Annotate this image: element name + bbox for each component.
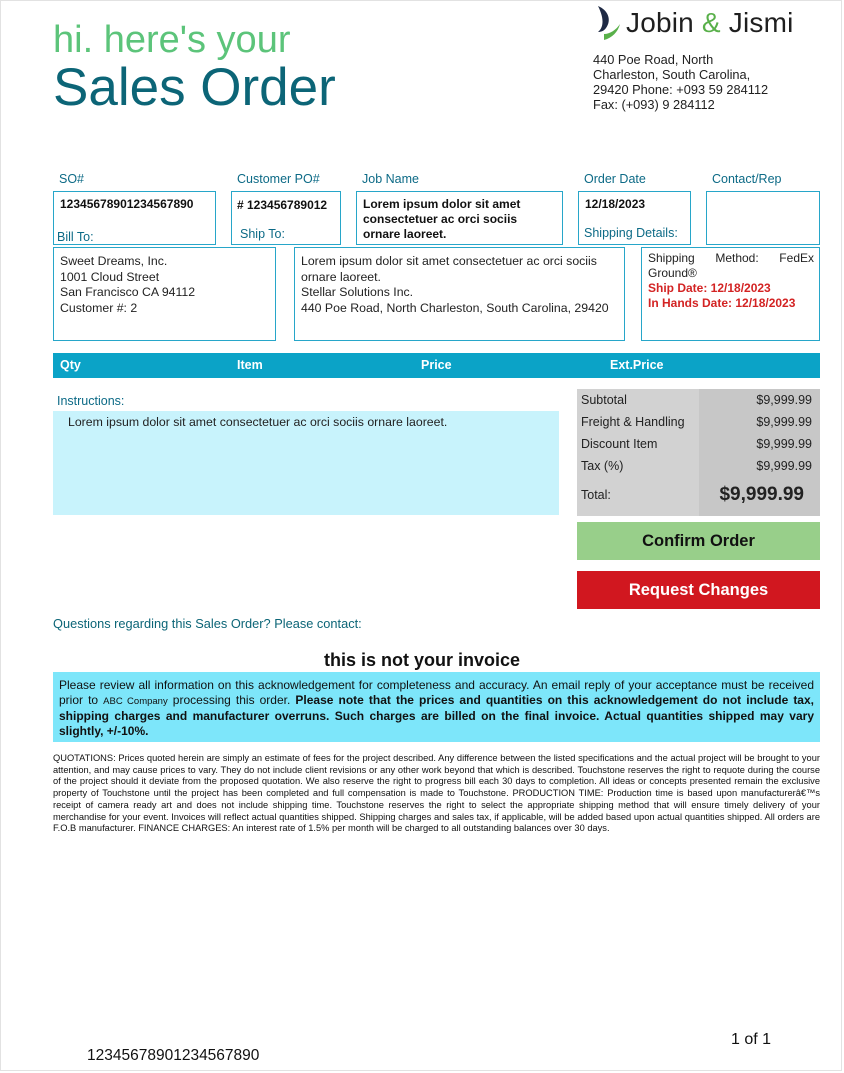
order-date-value: 12/18/2023 [585, 197, 646, 211]
instructions-text: Lorem ipsum dolor sit amet consectetuer ac orci sociis ornare laoreet. [68, 415, 448, 429]
confirm-order-button[interactable]: Confirm Order [577, 522, 820, 560]
contact-question: Questions regarding this Sales Order? Please contact: [53, 616, 362, 631]
customer-po-value: # 123456789012 [237, 198, 328, 212]
so-number-value: 12345678901234567890 [60, 197, 194, 211]
job-name-box [356, 191, 563, 245]
customer-po-box [231, 191, 341, 245]
ship-date: Ship Date: 12/18/2023 [648, 281, 771, 295]
items-table-header [53, 353, 820, 378]
greeting-text: hi. here's your [53, 19, 291, 61]
page-number: 1 of 1 [731, 1031, 772, 1048]
company-name: ABC Company [103, 695, 168, 707]
ship-to-box [294, 247, 625, 341]
barcode-text: 12345678901234567890 [87, 1047, 260, 1064]
so-label: SO# [59, 172, 85, 186]
qty-header: Qty [60, 358, 81, 372]
bill-to-address: Sweet Dreams, Inc. 1001 Cloud Street San Francisco CA 94112 Customer #: 2 [60, 254, 196, 315]
freight-row: Freight & Handling $9,999.99 [581, 415, 812, 429]
order-date-label: Order Date [584, 172, 646, 186]
ship-to-address: Lorem ipsum dolor sit amet consectetuer ac orci sociis ornare laoreet. Stellar Solutions Inc. 440 Poe Road, North Charleston, South Carolina, 29420 [301, 254, 609, 315]
customer-po-label: Customer PO# [237, 172, 320, 186]
company-logo-icon [594, 4, 622, 42]
so-number-box [53, 191, 216, 245]
total-value: $9,999.99 [719, 484, 804, 505]
order-date-box [578, 191, 691, 245]
shipping-details: Shipping Method: FedEx Ground® Ship Date: 12/18/2023 In Hands Date: 12/18/2023 [648, 251, 814, 310]
instructions-label: Instructions: [57, 394, 125, 408]
terms-text: QUOTATIONS: Prices quoted herein are simply an estimate of fees for the project described. Any difference between the listed specifications and the actual project will be brought to your attention, and may cause prices to vary. They do not include client revisions or any other work beyond that which is described. Touchstone reserves the right to requote during the course of the project should it deviate from the proposed quotation. We also reserve the right to progress bill each 30 days to completion. All ideas or concepts presented remain the exclusive property of Touchstone until the project has been completed and full compensation is made to Touchstone. PRODUCTION TIME: Production time is based upon manufacturerâ€™s receipt of camera ready art and does not include shipping time. Touchstone reserves the right to select the appropriate shipping method that will ensure timely delivery of your merchandise for your event. Invoices will reflect actual quantities shipped. Shipping charges and sales tax, if applicable, will be added based upon actual quantities shipped. All orders are F.O.B manufacturer. FINANCE CHARGES: An interest rate of 1.5% per month will be charged to all outstanding balances over 30 days. [53, 753, 820, 834]
not-invoice-heading: this is not your invoice [323, 650, 521, 670]
in-hands-date: In Hands Date: 12/18/2023 [648, 296, 796, 310]
company-address: 440 Poe Road, North Charleston, South Carolina, 29420 Phone: +093 59 284112 Fax: (+093) 9 284112 [593, 52, 769, 112]
request-changes-button[interactable]: Request Changes [577, 571, 820, 609]
shipping-details-label: Shipping Details: [584, 226, 678, 240]
totals-panel [577, 389, 820, 516]
shipping-details-box [641, 247, 820, 341]
total-row: Total: $9,999.99 [581, 484, 804, 505]
company-logo-text: Jobin & Jismi [626, 7, 794, 38]
ship-to-label: Ship To: [240, 227, 285, 241]
contact-rep-label: Contact/Rep [712, 172, 782, 186]
discount-row: Discount Item $9,999.99 [581, 437, 812, 451]
job-name-value: Lorem ipsum dolor sit amet consectetuer ac orci sociis ornare laoreet. [363, 197, 521, 241]
bill-to-label: Bill To: [57, 230, 94, 244]
job-name-label: Job Name [362, 172, 419, 186]
bill-to-box [53, 247, 276, 341]
item-header: Item [237, 358, 263, 372]
contact-rep-box [706, 191, 820, 245]
tax-row: Tax (%) $9,999.99 [581, 459, 812, 473]
subtotal-row: Subtotal $9,999.99 [581, 393, 812, 407]
instructions-box [53, 411, 559, 515]
acknowledgement-notice: Please review all information on this acknowledgement for completeness and accuracy. An email reply of your acceptance must be received prior to ABC Company processing this order. Please note that the prices and quantities on this acknowledgement do not include tax, shipping charges and manufacturer overruns. Such charges are billed on the final invoice. Actual quantities shipped may vary slightly, +/-10%. [53, 672, 820, 742]
price-header: Price [421, 358, 452, 372]
page-title: Sales Order [53, 58, 336, 117]
ext-price-header: Ext.Price [610, 358, 664, 372]
